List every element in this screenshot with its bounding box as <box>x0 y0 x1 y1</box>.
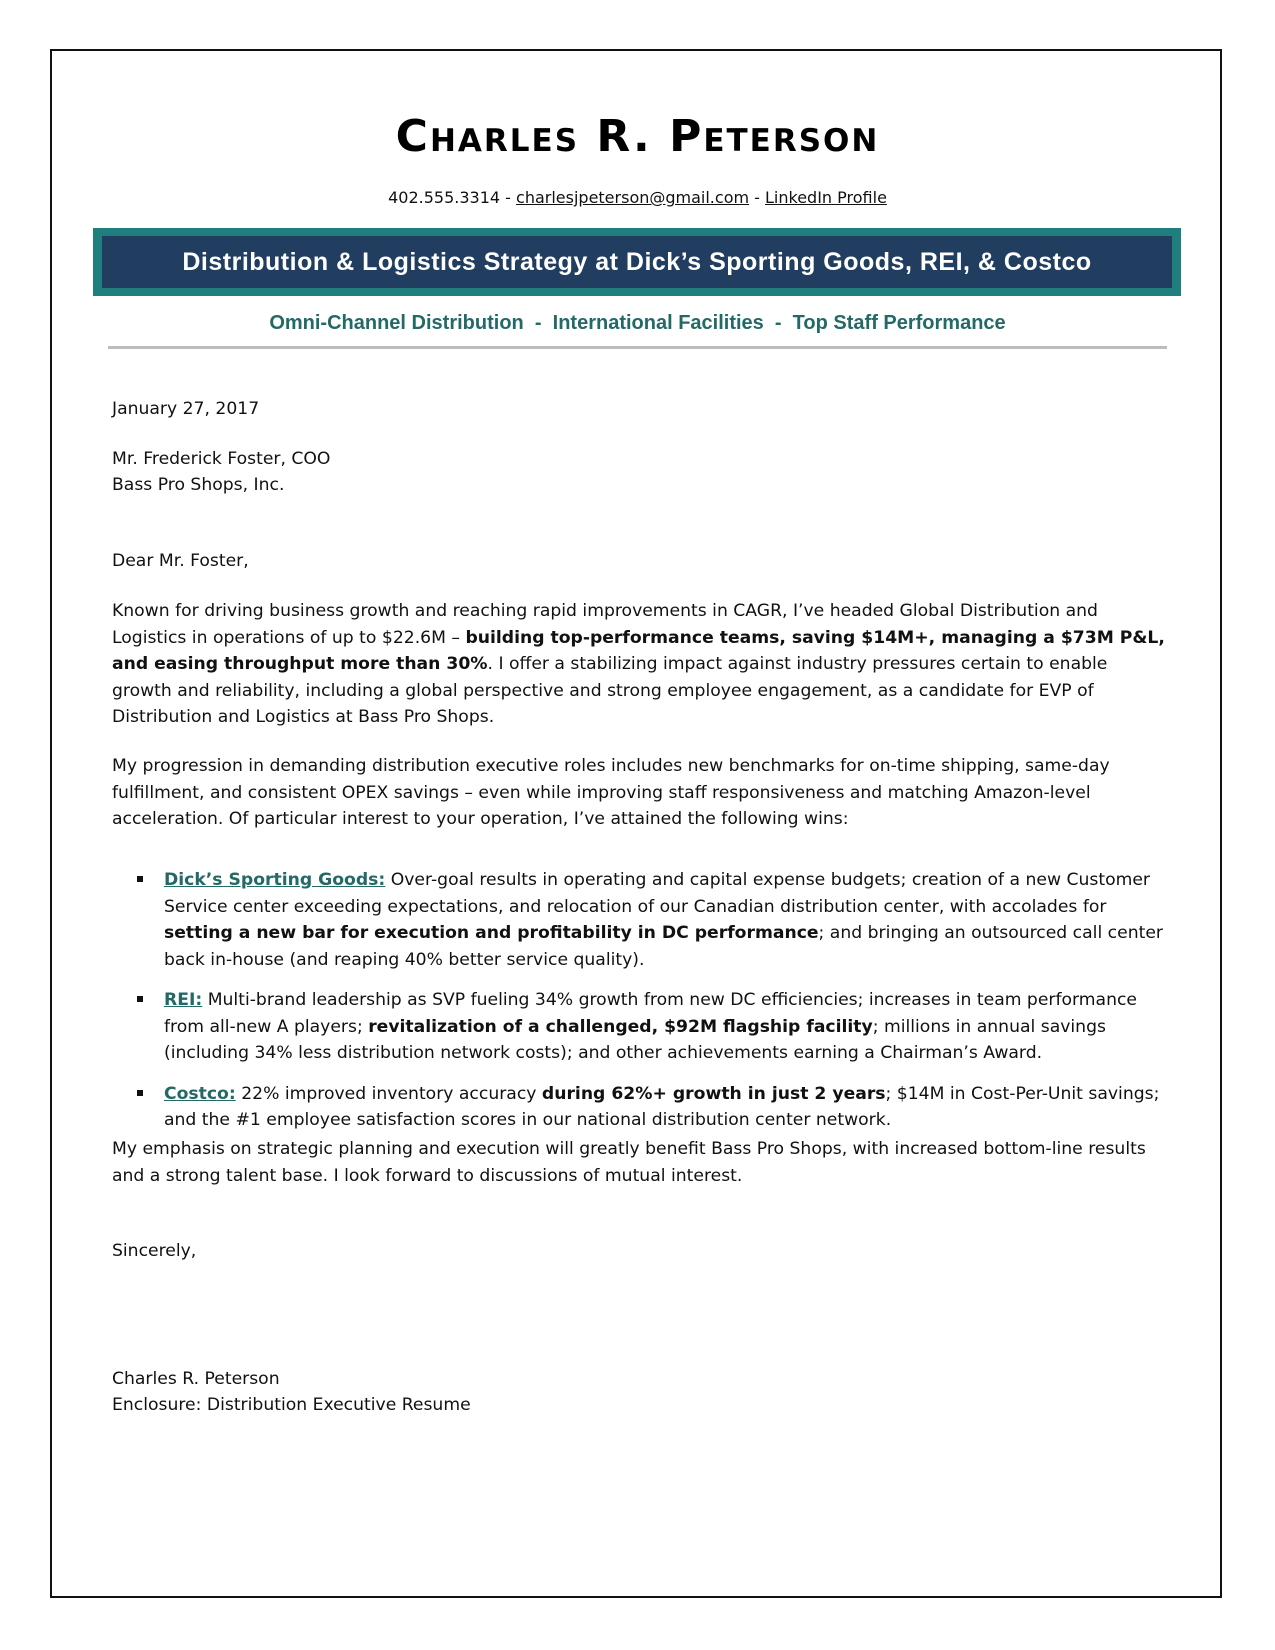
closing: Sincerely, <box>112 1241 197 1261</box>
paragraph-intro <box>112 598 1167 731</box>
text-run: Multi-brand leadership as SVP fueling 34% growth from new DC efficiencies; increases in team performance from all-new A players; <box>164 990 1138 1037</box>
enclosure: Enclosure: Distribution Executive Resume <box>112 1395 471 1415</box>
paragraph-progression: My progression in demanding distribution executive roles includes new benchmarks for on-time shipping, same-day fulfillment, and consistent OPEX savings – even while improving staff responsiveness and matching Amazon-level acceleration. Of particular interest to your operation, I’ve attained the following wins: <box>112 756 1110 829</box>
bold-run: revitalization of a challenged, $92M flagship facility <box>368 1016 873 1037</box>
bullet-icon <box>137 876 143 882</box>
separator: - <box>749 188 766 207</box>
letter-date: January 27, 2017 <box>112 399 260 419</box>
list-item <box>112 867 1167 973</box>
list-item <box>112 1081 1167 1134</box>
signature-name: Charles R. Peterson <box>112 1369 280 1389</box>
bold-run: setting a new bar for execution and profitability in DC performance <box>164 923 819 943</box>
bold-run: building top-performance teams, saving $14M+, managing a $73M P&L, and easing throughput more than 30% <box>112 627 1165 674</box>
email-link[interactable]: charlesjpeterson@gmail.com <box>516 188 750 207</box>
banner-title: Distribution & Logistics Strategy at Dick’s Sporting Goods, REI, & Costco <box>102 236 1172 288</box>
company-name: Dick’s Sporting Goods: <box>164 870 386 890</box>
achievement-list <box>112 867 1167 1148</box>
recipient-name: Mr. Frederick Foster, COO <box>112 449 331 469</box>
paragraph-closing: My emphasis on strategic planning and execution will greatly benefit Bass Pro Shops, with increased bottom-line results and a strong talent base. I look forward to discussions of mutual interest. <box>112 1139 1146 1186</box>
divider <box>108 346 1167 349</box>
list-item <box>112 987 1167 1067</box>
text-run: Over-goal results in operating and capital expense budgets; creation of a new Customer Service center exceeding expectations, and relocation of our Canadian distribution center, with accolades for <box>164 870 1150 917</box>
focus-areas: Omni-Channel Distribution - International Facilities - Top Staff Performance <box>269 312 1006 334</box>
salutation: Dear Mr. Foster, <box>112 551 249 571</box>
contact-line <box>0 188 1275 207</box>
company-name: Costco: <box>164 1083 236 1104</box>
phone-number: 402.555.3314 <box>388 188 501 207</box>
applicant-name: Charles R. Peterson <box>395 111 880 162</box>
text-run: 22% improved inventory accuracy <box>235 1083 542 1104</box>
company-name: REI: <box>164 990 203 1010</box>
text-run: ; millions in annual savings (including 34% less distribution network costs); and other achievements earning a Chairman’s Award. <box>164 1016 1106 1063</box>
linkedin-link[interactable]: LinkedIn Profile <box>765 188 887 207</box>
bold-run: during 62%+ growth in just 2 years <box>541 1083 886 1104</box>
text-run: ; $14M in Cost-Per-Unit savings; and the #1 employee satisfaction scores in our national distribution center network. <box>164 1083 1160 1130</box>
text-run: . I offer a stabilizing impact against industry pressures certain to enable growth and reliability, including a global perspective and strong employee engagement, as a candidate for EVP of Distribution and Logistics at Bass Pro Shops. <box>112 654 1108 727</box>
text-run: Known for driving business growth and reaching rapid improvements in CAGR, I’ve headed Global Distribution and Logistics in operations of up to $22.6M – <box>112 601 1098 648</box>
title-banner <box>93 228 1181 296</box>
recipient-company: Bass Pro Shops, Inc. <box>112 475 285 495</box>
text-run: ; and bringing an outsourced call center back in-house (and reaping 40% better service quality). <box>164 923 1163 970</box>
bullet-icon <box>137 996 143 1002</box>
bullet-icon <box>137 1090 143 1096</box>
separator: - <box>500 188 517 207</box>
